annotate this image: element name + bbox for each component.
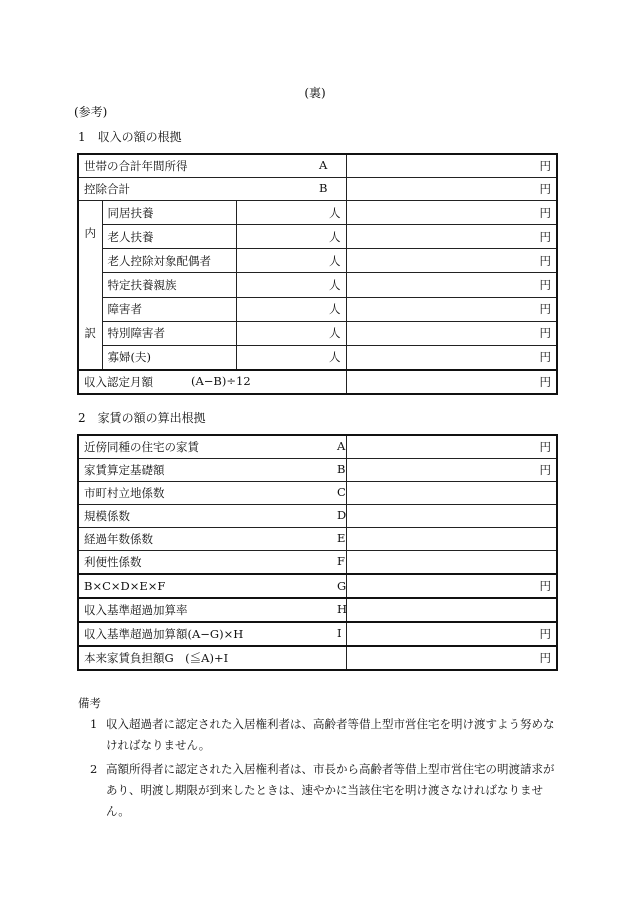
table-cell (78, 370, 346, 394)
table-row (78, 370, 557, 394)
remark-text: 収入超過者に認定された入居権利者は、高齢者等借上型市営住宅を明け渡すよう努めなければなりません。 (106, 717, 555, 752)
amount-cell: 円 (346, 297, 557, 321)
count-cell: 人 (236, 345, 346, 370)
row-code: A (337, 439, 346, 453)
table-row (78, 249, 557, 273)
row-code: F (337, 554, 345, 568)
amount-cell: 円 (346, 154, 557, 178)
table-cell (78, 482, 346, 505)
table-cell (78, 574, 346, 598)
table-row (78, 646, 557, 670)
amount-cell (346, 505, 557, 528)
table-row (78, 551, 557, 575)
table-row (78, 622, 557, 646)
amount-cell: 円 (346, 646, 557, 670)
amount-cell: 円 (346, 178, 557, 201)
row-label: 世帯の合計年間所得 (84, 159, 188, 173)
count-cell: 人 (236, 225, 346, 249)
remark-text: 高額所得者に認定された入居権利者は、市長から高齢者等借上型市営住宅の明渡請求があり、明渡し期限が到来したときは、速やかに当該住宅を明け渡さなければなりません。 (106, 762, 555, 818)
row-label: 経過年数係数 (84, 532, 153, 546)
rent-basis-table (77, 434, 558, 671)
reference-label: (参考) (74, 105, 108, 119)
row-label: 市町村立地係数 (84, 486, 165, 500)
row-code: H (337, 602, 348, 616)
table-row (78, 459, 557, 482)
row-label: 収入認定月額 (84, 375, 153, 389)
table-cell (78, 551, 346, 575)
row-label: 家賃算定基礎額 (84, 463, 165, 477)
breakdown-item-label: 特定扶養親族 (102, 273, 236, 297)
breakdown-label-cell (78, 201, 102, 371)
row-label: 規模係数 (84, 509, 130, 523)
table-cell (78, 435, 346, 459)
amount-cell: 円 (346, 249, 557, 273)
row-code: E (337, 531, 346, 545)
amount-cell: 円 (346, 435, 557, 459)
remarks-heading: 備考 (78, 696, 101, 710)
amount-cell (346, 598, 557, 622)
table-row (78, 178, 557, 201)
breakdown-item-label: 老人扶養 (102, 225, 236, 249)
table-row (78, 297, 557, 321)
table-row (78, 201, 557, 225)
remark-item (78, 759, 558, 822)
table-cell (78, 178, 346, 201)
row-code: A (319, 158, 328, 172)
row-code: B (319, 181, 328, 195)
row-code: B (337, 462, 346, 476)
amount-cell: 円 (346, 370, 557, 394)
section2-heading: 2 家賃の額の算出根拠 (78, 411, 206, 425)
table-cell (78, 598, 346, 622)
table-row (78, 574, 557, 598)
table-row (78, 505, 557, 528)
breakdown-label-top: 内 (84, 226, 96, 240)
remark-number: 1 (90, 717, 98, 731)
count-cell: 人 (236, 273, 346, 297)
row-code: G (337, 579, 347, 593)
amount-cell: 円 (346, 574, 557, 598)
remark-item (78, 714, 558, 756)
row-label: 収入基準超過加算額(A−G)×H (84, 627, 244, 641)
amount-cell: 円 (346, 225, 557, 249)
breakdown-item-label: 同居扶養 (102, 201, 236, 225)
row-code: C (337, 485, 346, 499)
amount-cell: 円 (346, 273, 557, 297)
count-cell: 人 (236, 321, 346, 345)
income-basis-table (77, 153, 558, 395)
table-cell (78, 459, 346, 482)
table-cell (78, 528, 346, 551)
table-cell (78, 622, 346, 646)
table-row (78, 482, 557, 505)
row-label: 利便性係数 (84, 555, 142, 569)
remark-number: 2 (90, 762, 98, 776)
table-row (78, 225, 557, 249)
amount-cell: 円 (346, 345, 557, 370)
count-cell: 人 (236, 201, 346, 225)
row-label: 収入基準超過加算率 (84, 603, 188, 617)
table-cell (78, 154, 346, 178)
row-code: I (337, 626, 342, 640)
amount-cell: 円 (346, 622, 557, 646)
breakdown-label-bottom: 訳 (84, 326, 96, 340)
breakdown-item-label: 老人控除対象配偶者 (102, 249, 236, 273)
row-label: 本来家賃負担額G (≦A)+I (84, 651, 229, 665)
remarks (78, 693, 558, 822)
row-label: 控除合計 (84, 182, 130, 196)
table-row (78, 345, 557, 370)
table-row (78, 321, 557, 345)
amount-cell: 円 (346, 459, 557, 482)
table-cell (78, 505, 346, 528)
section1-heading: 1 収入の額の根拠 (78, 130, 182, 144)
amount-cell (346, 482, 557, 505)
amount-cell (346, 551, 557, 575)
table-row (78, 435, 557, 459)
amount-cell: 円 (346, 321, 557, 345)
row-formula: (A−B)÷12 (191, 374, 251, 388)
count-cell: 人 (236, 297, 346, 321)
table-cell (78, 646, 346, 670)
amount-cell: 円 (346, 201, 557, 225)
breakdown-item-label: 障害者 (102, 297, 236, 321)
breakdown-item-label: 特別障害者 (102, 321, 236, 345)
table-row (78, 528, 557, 551)
row-label: B×C×D×E×F (84, 579, 166, 593)
table-row (78, 154, 557, 178)
row-code: D (337, 508, 347, 522)
amount-cell (346, 528, 557, 551)
row-label: 近傍同種の住宅の家賃 (84, 440, 199, 454)
table-row (78, 598, 557, 622)
breakdown-item-label: 寡婦(夫) (102, 345, 236, 370)
count-cell: 人 (236, 249, 346, 273)
page-side-label: (裏) (304, 86, 326, 100)
table-row (78, 273, 557, 297)
